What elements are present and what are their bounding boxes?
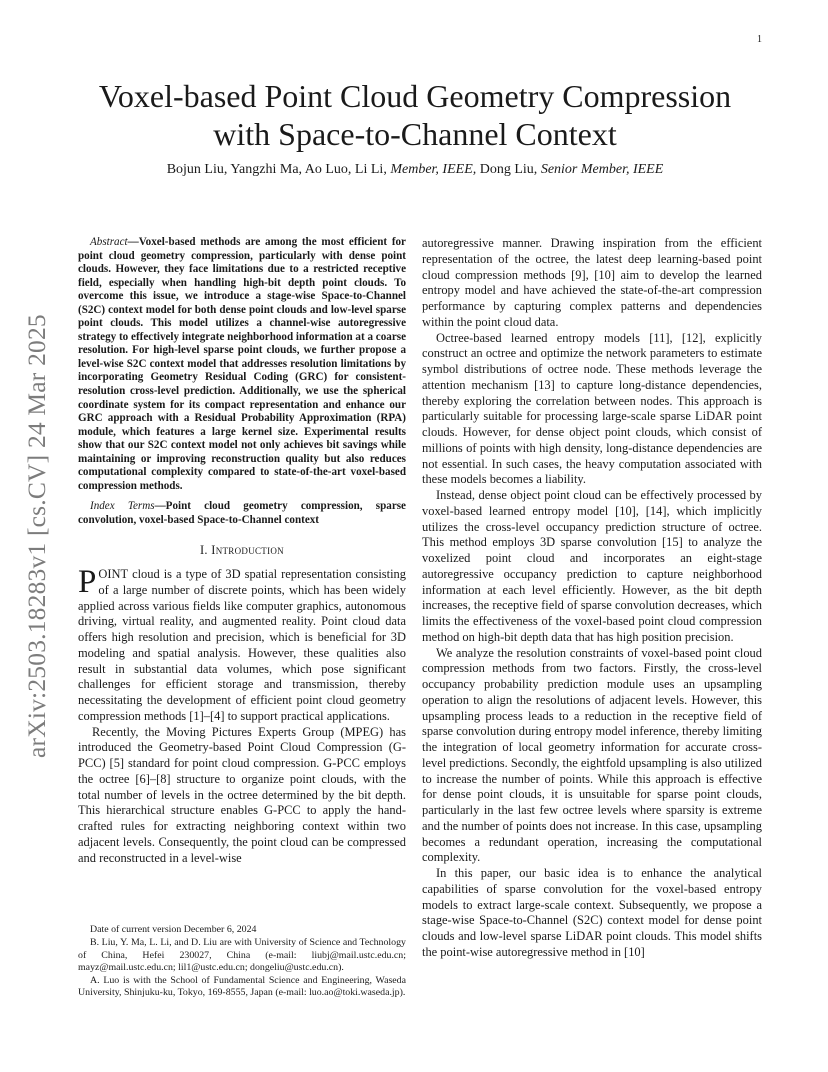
footnotes [78, 924, 406, 1000]
section-heading-introduction [78, 543, 406, 559]
index-terms-body: —Point cloud geometry compression, sparse convolution, voxel-based Space-to-Channel context [78, 500, 406, 526]
author-role-b: Senior Member, IEEE [540, 162, 664, 177]
section-title: Introduction [211, 543, 284, 558]
abstract-lead: Abstract [90, 236, 128, 248]
index-terms [78, 500, 406, 527]
intro-p1-text: cloud is a type of 3D spatial representation consisting of a large number of discrete points, which has been widely applied across various fields like computer graphics, autonomous driving, virtual reality, and augmented reality. Point cloud data offers high resolution and precision, which is beneficial for 3D modeling and spatial analysis. However, these qualities also result in substantial data volumes, which pose significant challenges for efficient storage and transmission, thereby necessitating the development of efficient point cloud geometry compression methods [1]–[4] to support practical applications. [78, 567, 406, 723]
intro-paragraph-1 [78, 564, 406, 725]
intro-paragraph-2: Recently, the Moving Pictures Experts Group (MPEG) has introduced the Geometry-based Point Cloud Compression (G-PCC) [5] standard for point cloud compression. G-PCC employs the octree [6]–[8] structure to organize point clouds, with the total number of levels in the octree determined by the bit depth. This hierarchical structure enables G-PCC to apply the hand-crafted rules for extracting neighboring context within two adjacent levels. Consequently, the point cloud can be compressed and reconstructed in a level-wise [78, 724, 406, 865]
footnote-affiliation-ustc: B. Liu, Y. Ma, L. Li, and D. Liu are with University of Science and Technology of China, Hefei 230027, China (e-mail: liubj@mail.ustc.edu.cn; mayz@mail.ustc.edu.cn; lil1@ustc.edu.cn; dongeliu@ustc.edu.cn). [78, 937, 406, 973]
arxiv-stamp-text: arXiv:2503.18283v1 [cs.CV] 24 Mar 2025 [22, 314, 51, 758]
author-names-b: Dong Liu, [476, 162, 541, 177]
right-paragraph-2: Instead, dense object point cloud can be effectively processed by voxel-based learned entropy model [10], [14], which implicitly utilizes the cross-level occupancy prediction structure of octree. This method employs 3D sparse convolution [15] to analyze the voxelized point cloud and incorporates an eight-stage autoregressive occupancy prediction to capture neighborhood information at each level efficiently. However, as the bit depth increases, the receptive field of sparse convolution decreases, which limits the effectiveness of the voxel-based point cloud compression method on high-bit depth data that has high position precision. [422, 488, 762, 644]
right-paragraph-0: autoregressive manner. Drawing inspiration from the efficient representation of the octree, the latest deep learning-based point cloud compression methods [9], [10] aim to develop the learned entropy model and have achieved the state-of-the-art compression performance by capturing complex patterns and dependencies within the point cloud data. [422, 236, 762, 329]
index-terms-lead: Index Terms [90, 500, 155, 513]
abstract-body: —Voxel-based methods are among the most efficient for point cloud geometry compression, particularly with dense point clouds. However, they face limitations due to a restricted receptive field, especially when handling high-bit depth point clouds. To overcome this issue, we introduce a stage-wise Space-to-Channel (S2C) context model for both dense point clouds and low-level sparse point clouds. This model utilizes a channel-wise autoregressive strategy to effectively integrate neighborhood information at a coarse resolution. For high-level sparse point clouds, we further propose a level-wise S2C context model that addresses resolution limitations by incorporating Geometry Residual Coding (GRC) for consistent-resolution cross-level prediction. Additionally, we use the spherical coordinate system for its compact representation and enhance our GRC approach with a Residual Probability Approximation (RPA) module, which features a large kernel size. Experimental results show that our S2C context model not only achieves bit savings while maintaining or improving reconstruction quality but also reduces computational complexity compared to state-of-the-art voxel-based compression methods. [78, 236, 406, 492]
right-paragraph-1: Octree-based learned entropy models [11], [12], explicitly construct an octree and optimize the network parameters to estimate symbol distributions of octree node. These methods leverage the attention mechanism [13] to capture long-distance dependencies, thereby exploring the correlation between nodes. This approach is particularly suitable for processing large-scale sparse LiDAR point clouds. However, for dense object point clouds, which consist of millions of points with high density, long-distance dependencies are not essential. In such cases, the heavy computation associated with these models becomes a liability. [422, 330, 762, 487]
paper-title [70, 77, 760, 153]
title-line-1: Voxel-based Point Cloud Geometry Compression [98, 78, 732, 114]
page-number: 1 [757, 34, 762, 45]
right-paragraph-4: In this paper, our basic idea is to enhance the analytical capabilities of sparse convolution for the voxel-based entropy models to extract large-scale context. Subsequently, we propose a stage-wise Space-to-Channel (S2C) context model for dense point clouds and low-level sparse LiDAR point clouds. This model shifts the point-wise autoregressive method in [10] [422, 866, 762, 959]
right-column [422, 236, 762, 961]
title-line-2: with Space-to-Channel Context [213, 116, 617, 152]
section-numeral: I. [199, 543, 212, 558]
author-names-a: Bojun Liu, Yangzhi Ma, Ao Luo, Li Li, [166, 162, 391, 177]
footnote-affiliation-waseda: A. Luo is with the School of Fundamental Science and Engineering, Waseda University, Shinjuku-ku, Tokyo, 169-8555, Japan (e-mail: luo.ao@toki.waseda.jp). [78, 975, 406, 999]
abstract [78, 236, 406, 493]
first-word-rest: OINT [98, 567, 129, 582]
footnote-date: Date of current version December 6, 2024 [90, 924, 257, 935]
author-role-a: Member, IEEE, [390, 162, 477, 177]
author-list [70, 161, 760, 179]
left-column [78, 236, 406, 866]
drop-cap: P [78, 564, 97, 601]
right-paragraph-3: We analyze the resolution constraints of voxel-based point cloud compression methods from two factors. Firstly, the cross-level occupancy probability prediction module uses an upsampling operation to align the resolutions of adjacent levels. However, this upsampling process leads to a reduction in the receptive field of sparse convolution during entropy model inference, thereby limiting the integration of local geometry information for accurate cross-level predictions. Secondly, the eightfold upsampling is also utilized to increase the number of points. While this approach is effective for dense point clouds, it is unsuitable for sparse point clouds, particularly in the last few octree levels where sparsity is extreme and the number of points does not increase. In this case, upsampling becomes a redundant operation, increasing the computational complexity. [422, 645, 762, 865]
